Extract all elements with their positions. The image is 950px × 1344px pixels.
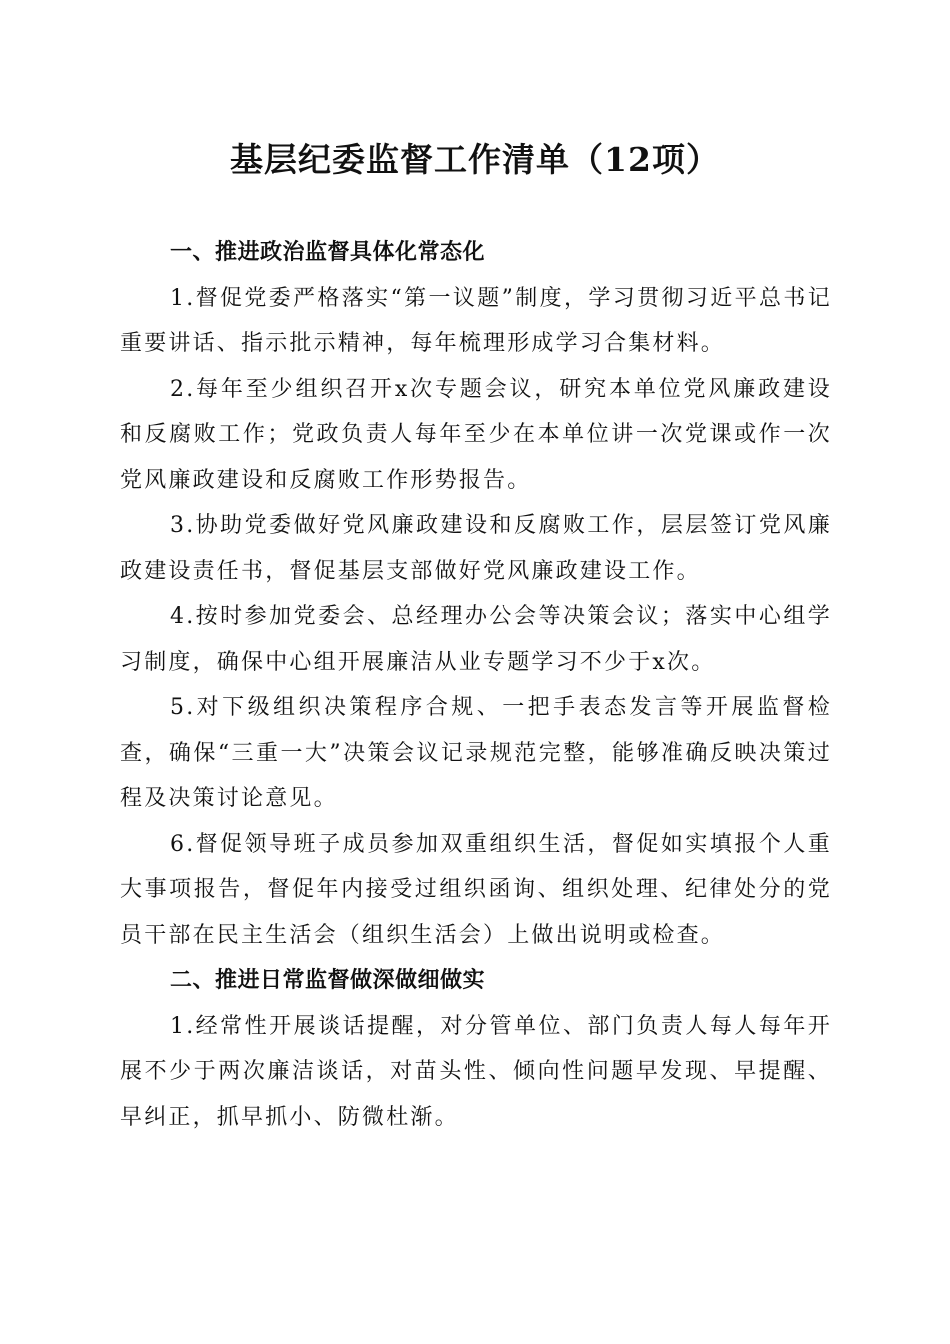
list-item: 3.协助党委做好党风廉政建设和反腐败工作，层层签订党风廉政建设责任书，督促基层支部做好党风廉政建设工作。: [120, 513, 832, 584]
list-item: 4.按时参加党委会、总经理办公会等决策会议；落实中心组学习制度，确保中心组开展廉洁从业专题学习不少于x次。: [120, 604, 832, 675]
section-political-supervision: [120, 230, 832, 958]
section-heading: 二、推进日常监督做深做细做实: [170, 968, 486, 993]
section-heading: 一、推进政治监督具体化常态化: [170, 240, 486, 265]
list-item: 6.督促领导班子成员参加双重组织生活，督促如实填报个人重大事项报告，督促年内接受过组织函询、组织处理、纪律处分的党员干部在民主生活会（组织生活会）上做出说明或检查。: [120, 831, 832, 948]
list-item: 1.督促党委严格落实“第一议题”制度，学习贯彻习近平总书记重要讲话、指示批示精神，每年梳理形成学习合集材料。: [120, 285, 832, 356]
document-body: [120, 230, 832, 1140]
section-daily-supervision: [120, 958, 832, 1140]
document-title: 基层纪委监督工作清单（12项）: [230, 140, 720, 179]
list-item: 1.经常性开展谈话提醒，对分管单位、部门负责人每人每年开展不少于两次廉洁谈话，对苗头性、倾向性问题早发现、早提醒、早纠正，抓早抓小、防微杜渐。: [120, 1013, 832, 1130]
list-item: 5.对下级组织决策程序合规、一把手表态发言等开展监督检查，确保“三重一大”决策会议记录规范完整，能够准确反映决策过程及决策讨论意见。: [120, 695, 832, 811]
list-item: 2.每年至少组织召开x次专题会议，研究本单位党风廉政建设和反腐败工作；党政负责人每年至少在本单位讲一次党课或作一次党风廉政建设和反腐败工作形势报告。: [120, 376, 832, 493]
